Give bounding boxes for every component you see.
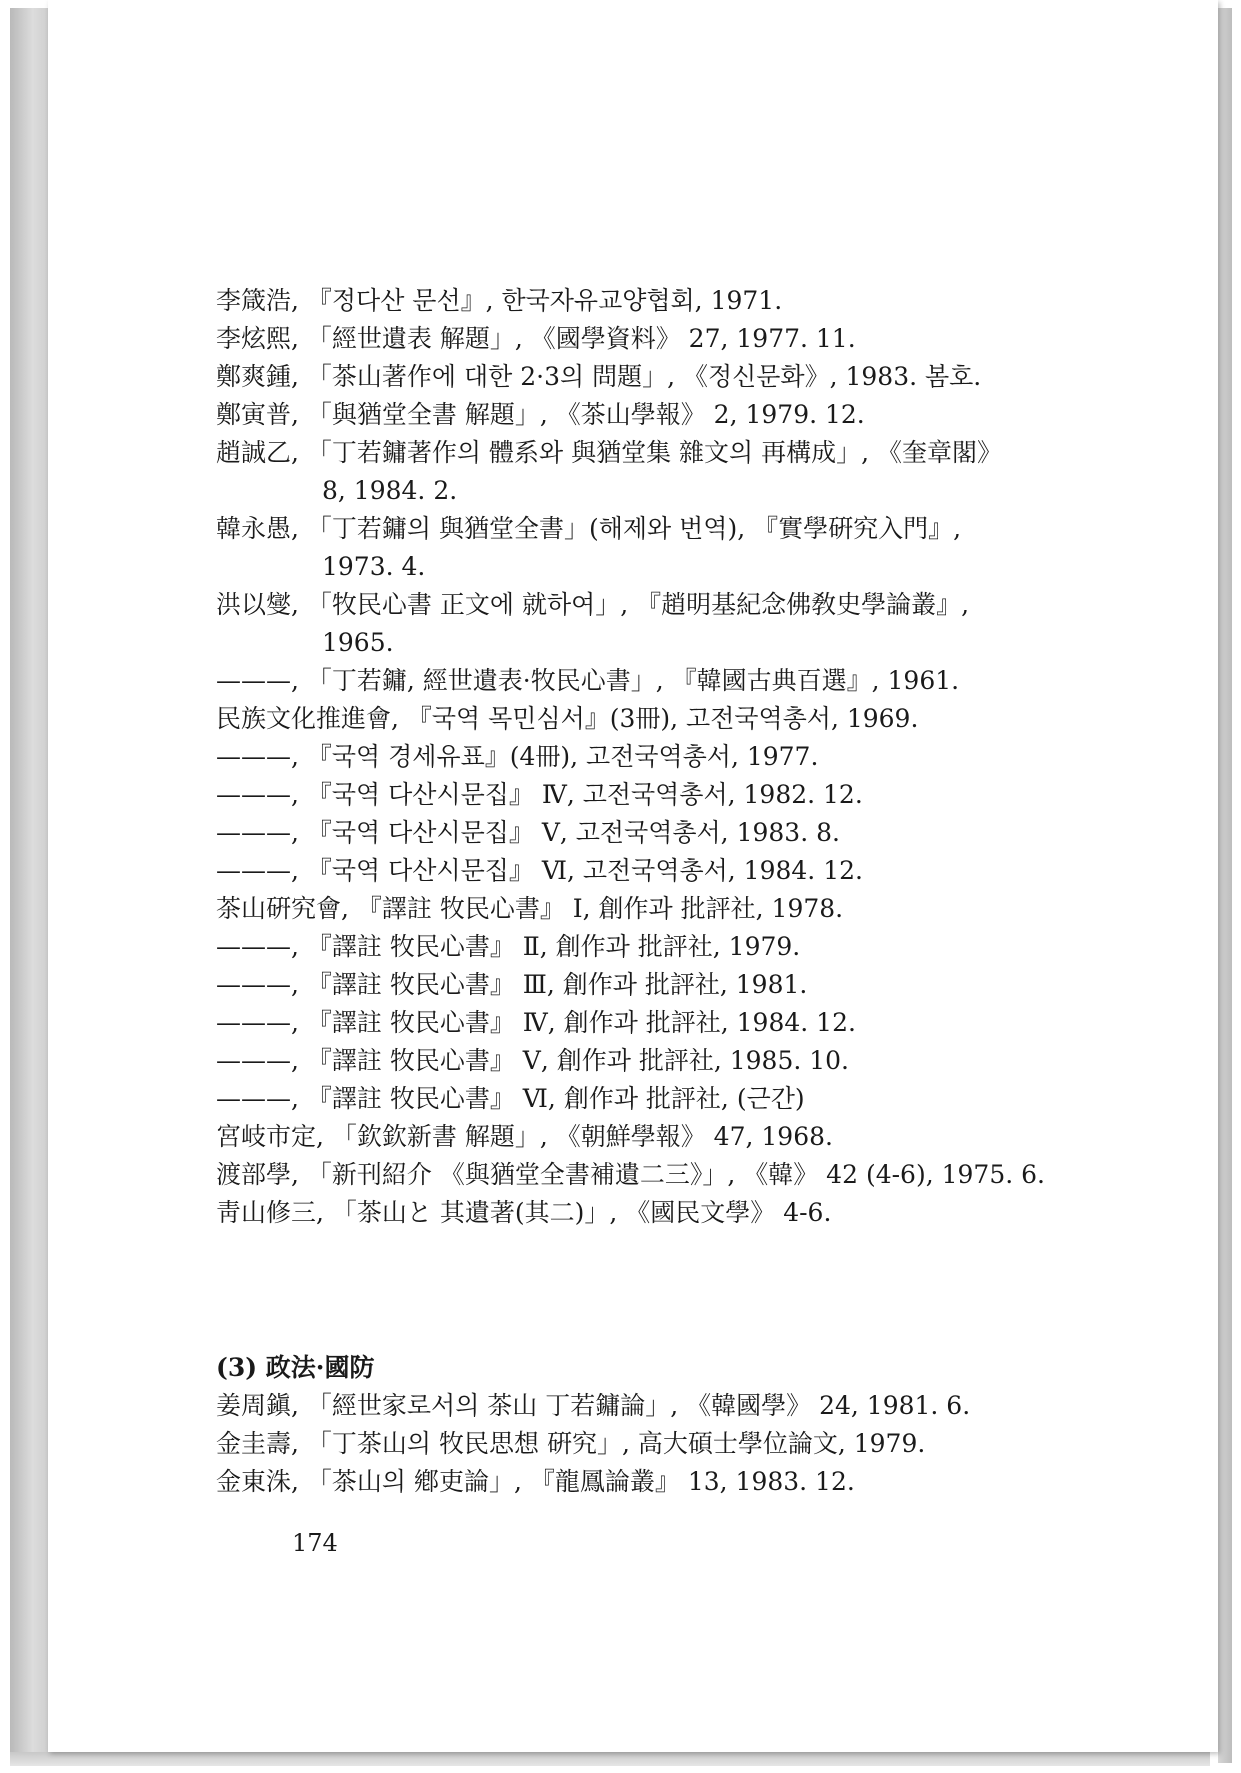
entry-line: 李炫熙, 「經世遺表 解題」, 《國學資料》 27, 1977. 11.: [216, 324, 856, 353]
bibliography-entry: [216, 966, 1066, 1004]
entry-line: ———, 『譯註 牧民心書』 Ⅱ, 創作과 批評社, 1979.: [216, 932, 801, 961]
entry-line: ———, 『국역 다산시문집』 Ⅳ, 고전국역총서, 1982. 12.: [216, 780, 863, 809]
entry-line: ———, 『국역 다산시문집』 Ⅵ, 고전국역총서, 1984. 12.: [216, 856, 863, 885]
entry-line: 韓永愚, 「丁若鏞의 與猶堂全書」(해제와 번역), 『實學硏究入門』,: [216, 514, 962, 543]
entry-line: 金圭壽, 「丁茶山의 牧民思想 硏究」, 高大碩士學位論文, 1979.: [216, 1429, 926, 1458]
bibliography-entry: [216, 320, 1066, 358]
entry-line: 鄭寅普, 「與猶堂全書 解題」, 《茶山學報》 2, 1979. 12.: [216, 400, 865, 429]
bibliography-entry: [216, 1425, 1066, 1463]
entry-line: 民族文化推進會, 『국역 목민심서』(3冊), 고전국역총서, 1969.: [216, 704, 919, 733]
bibliography-entry: [216, 1387, 1066, 1425]
bibliography-entry: [216, 434, 1066, 510]
entry-line: 宮岐市定, 「欽欽新書 解題」, 《朝鮮學報》 47, 1968.: [216, 1122, 833, 1151]
section-politics-defense: [216, 1349, 1066, 1501]
bibliography-entry: [216, 890, 1066, 928]
entry-line: ———, 「丁若鏞, 經世遺表·牧民心書」, 『韓國古典百選』, 1961.: [216, 666, 960, 695]
entry-line: 渡部學, 「新刊紹介 《與猶堂全書補遺二三》」, 《韓》 42 (4-6), 1975. 6.: [216, 1160, 1045, 1189]
entry-line: 洪以燮, 「牧民心書 正文에 就하여」, 『趙明基紀念佛敎史學論叢』,: [216, 590, 970, 619]
entry-line: 金東洙, 「茶山의 鄕吏論」, 『龍鳳論叢』 13, 1983. 12.: [216, 1467, 855, 1496]
bibliography-entry: [216, 1194, 1066, 1232]
entry-line: 茶山硏究會, 『譯註 牧民心書』 Ⅰ, 創作과 批評社, 1978.: [216, 894, 844, 923]
bibliography-entry: [216, 282, 1066, 320]
bibliography-entry: [216, 1080, 1066, 1118]
bibliography-entry: [216, 1004, 1066, 1042]
bibliography-entry: [216, 1156, 1066, 1194]
entry-line: 姜周鎭, 「經世家로서의 茶山 丁若鏞論」, 《韓國學》 24, 1981. 6.: [216, 1391, 971, 1420]
book-left-edge: [10, 8, 48, 1763]
entry-continuation-line: 1973. 4.: [322, 552, 426, 581]
bibliography-entry: [216, 510, 1066, 586]
bibliography-entry: [216, 1118, 1066, 1156]
entry-line: ———, 『譯註 牧民心書』 Ⅵ, 創作과 批評社, (근간): [216, 1084, 805, 1113]
bibliography-entry: [216, 776, 1066, 814]
bibliography-entry: [216, 662, 1066, 700]
entry-line: ———, 『譯註 牧民心書』 Ⅳ, 創作과 批評社, 1984. 12.: [216, 1008, 856, 1037]
section-entries: [216, 1387, 1066, 1501]
entry-continuation-line: 8, 1984. 2.: [322, 476, 458, 505]
bibliography-entry: [216, 358, 1066, 396]
entry-line: 靑山修三, 「茶山と 其遺著(其二)」, 《國民文學》 4-6.: [216, 1198, 832, 1227]
entry-line: 趙誠乙, 「丁若鏞著作의 體系와 與猶堂集 雜文의 再構成」, 《奎章閣》: [216, 438, 1003, 467]
page-number: 174: [292, 1529, 338, 1557]
entry-line: 鄭爽鍾, 「茶山著作에 대한 2·3의 問題」, 《정신문화》, 1983. 봄호.: [216, 362, 982, 391]
entry-line: ———, 『譯註 牧民心書』 Ⅲ, 創作과 批評社, 1981.: [216, 970, 808, 999]
bibliography-entry: [216, 396, 1066, 434]
section-title: (3) 政法·國防: [216, 1353, 375, 1382]
entry-line: ———, 『국역 경세유표』(4冊), 고전국역총서, 1977.: [216, 742, 819, 771]
bibliography-entry: [216, 586, 1066, 662]
entry-line: ———, 『국역 다산시문집』 Ⅴ, 고전국역총서, 1983. 8.: [216, 818, 840, 847]
book-bottom-edge: [10, 1752, 1210, 1766]
bibliography-entry: [216, 814, 1066, 852]
bibliography-entry: [216, 738, 1066, 776]
bibliography-entry: [216, 928, 1066, 966]
bibliography-entry: [216, 852, 1066, 890]
bibliography-list: [216, 282, 1066, 1232]
bibliography-entry: [216, 700, 1066, 738]
entry-line: ———, 『譯註 牧民心書』 Ⅴ, 創作과 批評社, 1985. 10.: [216, 1046, 850, 1075]
entry-line: 李箴浩, 『정다산 문선』, 한국자유교양협회, 1971.: [216, 286, 783, 315]
bibliography-entry: [216, 1042, 1066, 1080]
book-right-edge: [1218, 8, 1232, 1763]
bibliography-entry: [216, 1463, 1066, 1501]
entry-continuation-line: 1965.: [322, 628, 394, 657]
